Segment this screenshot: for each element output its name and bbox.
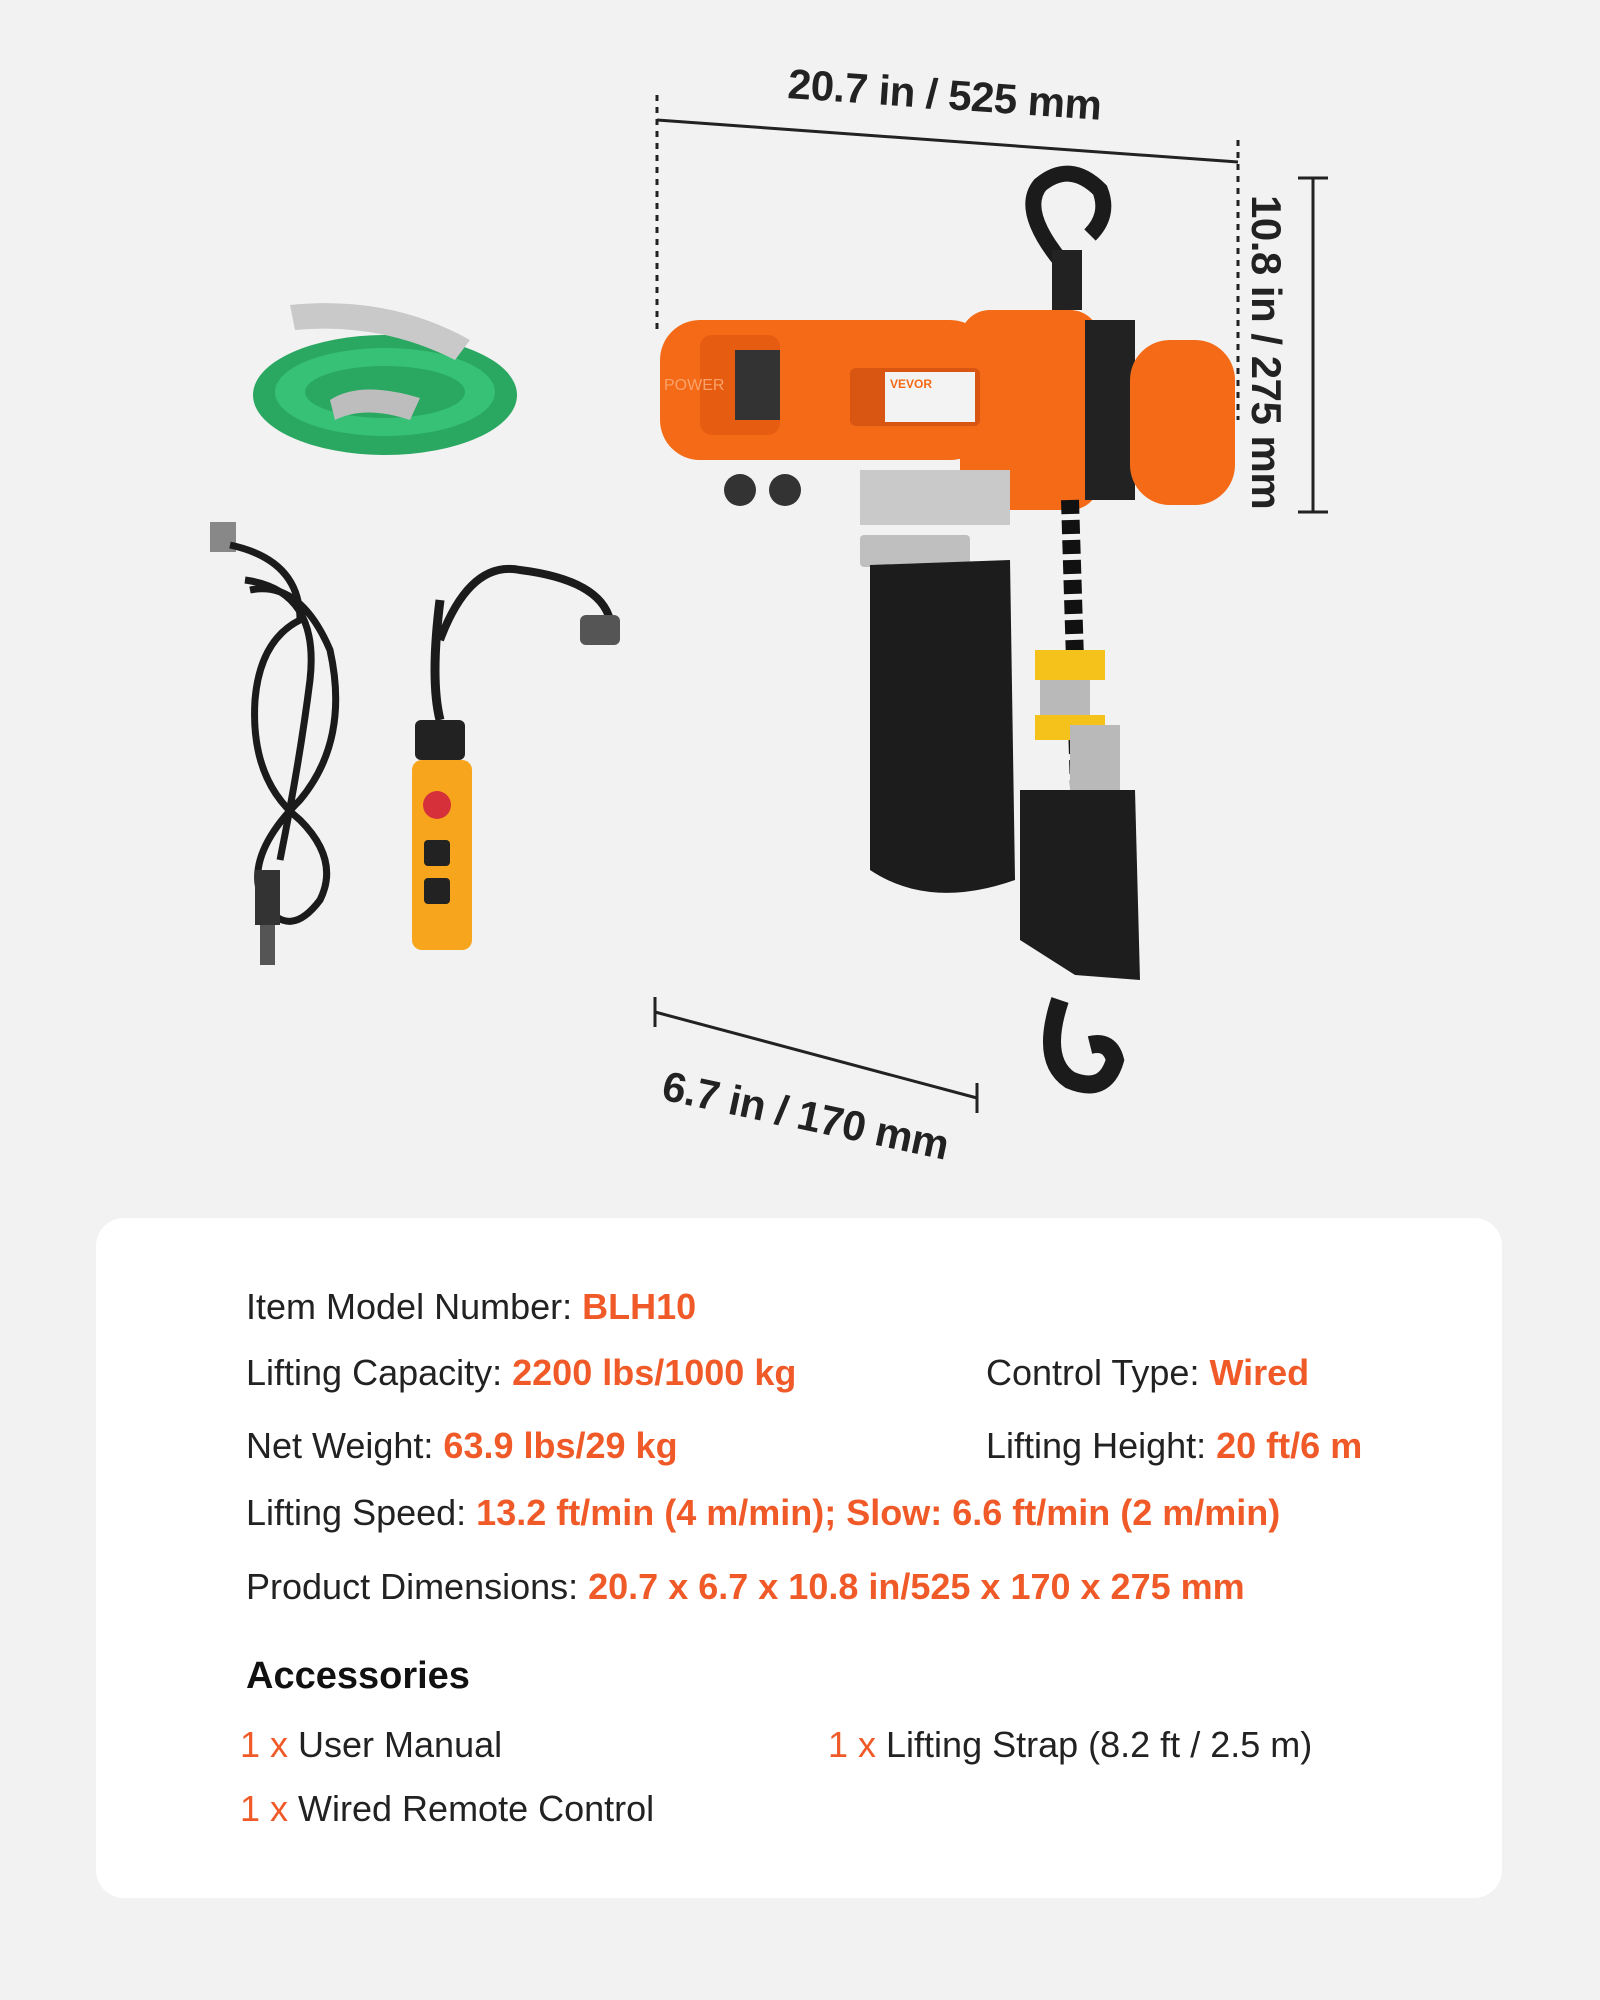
spec-speed (246, 1492, 1280, 1534)
spec-control-label: Control Type: (986, 1352, 1210, 1393)
spec-model (246, 1286, 696, 1328)
accessory-user-manual (240, 1724, 502, 1766)
spec-model-value: BLH10 (582, 1286, 697, 1327)
accessory-qty: 1 x (240, 1788, 289, 1829)
spec-control-value: Wired (1209, 1352, 1310, 1393)
spec-weight-label: Net Weight: (246, 1425, 444, 1466)
spec-weight (246, 1425, 678, 1467)
power-cord-image (210, 522, 336, 965)
width-dimension-label: 20.7 in / 525 mm (786, 60, 1104, 129)
spec-capacity (246, 1352, 796, 1394)
spec-model-label: Item Model Number: (246, 1286, 583, 1327)
accessory-name: User Manual (288, 1724, 503, 1765)
spec-capacity-label: Lifting Capacity: (246, 1352, 513, 1393)
accessory-wired-remote (240, 1788, 654, 1830)
svg-text:VEVOR: VEVOR (890, 377, 933, 391)
accessory-qty: 1 x (828, 1724, 877, 1765)
svg-text:POWER: POWER (664, 377, 725, 394)
depth-dimension-label: 6.7 in / 170 mm (658, 1062, 953, 1169)
accessory-name: Wired Remote Control (288, 1788, 655, 1829)
hoist-image (660, 174, 1235, 1085)
spec-weight-value: 63.9 lbs/29 kg (443, 1425, 678, 1466)
spec-height-label: Lifting Height: (986, 1425, 1217, 1466)
spec-height (986, 1425, 1362, 1467)
spec-dimensions-value: 20.7 x 6.7 x 10.8 in/525 x 170 x 275 mm (588, 1566, 1245, 1607)
height-dimension-label: 10.8 in / 275 mm (1243, 195, 1290, 510)
lifting-strap-image (253, 303, 517, 455)
spec-capacity-value: 2200 lbs/1000 kg (512, 1352, 797, 1393)
accessory-lifting-strap (828, 1724, 1312, 1766)
accessory-name: Lifting Strap (8.2 ft / 2.5 m) (876, 1724, 1313, 1765)
spec-dimensions (246, 1566, 1245, 1608)
spec-height-value: 20 ft/6 m (1216, 1425, 1363, 1466)
spec-speed-value: 13.2 ft/min (4 m/min); Slow: 6.6 ft/min (2 m/min) (476, 1492, 1281, 1533)
spec-dimensions-label: Product Dimensions: (246, 1566, 589, 1607)
spec-control (986, 1352, 1309, 1394)
spec-speed-label: Lifting Speed: (246, 1492, 477, 1533)
height-dimension-line (1298, 178, 1328, 512)
accessories-title: Accessories (246, 1655, 470, 1697)
pendant-control-image (412, 569, 620, 950)
accessory-qty: 1 x (240, 1724, 289, 1765)
